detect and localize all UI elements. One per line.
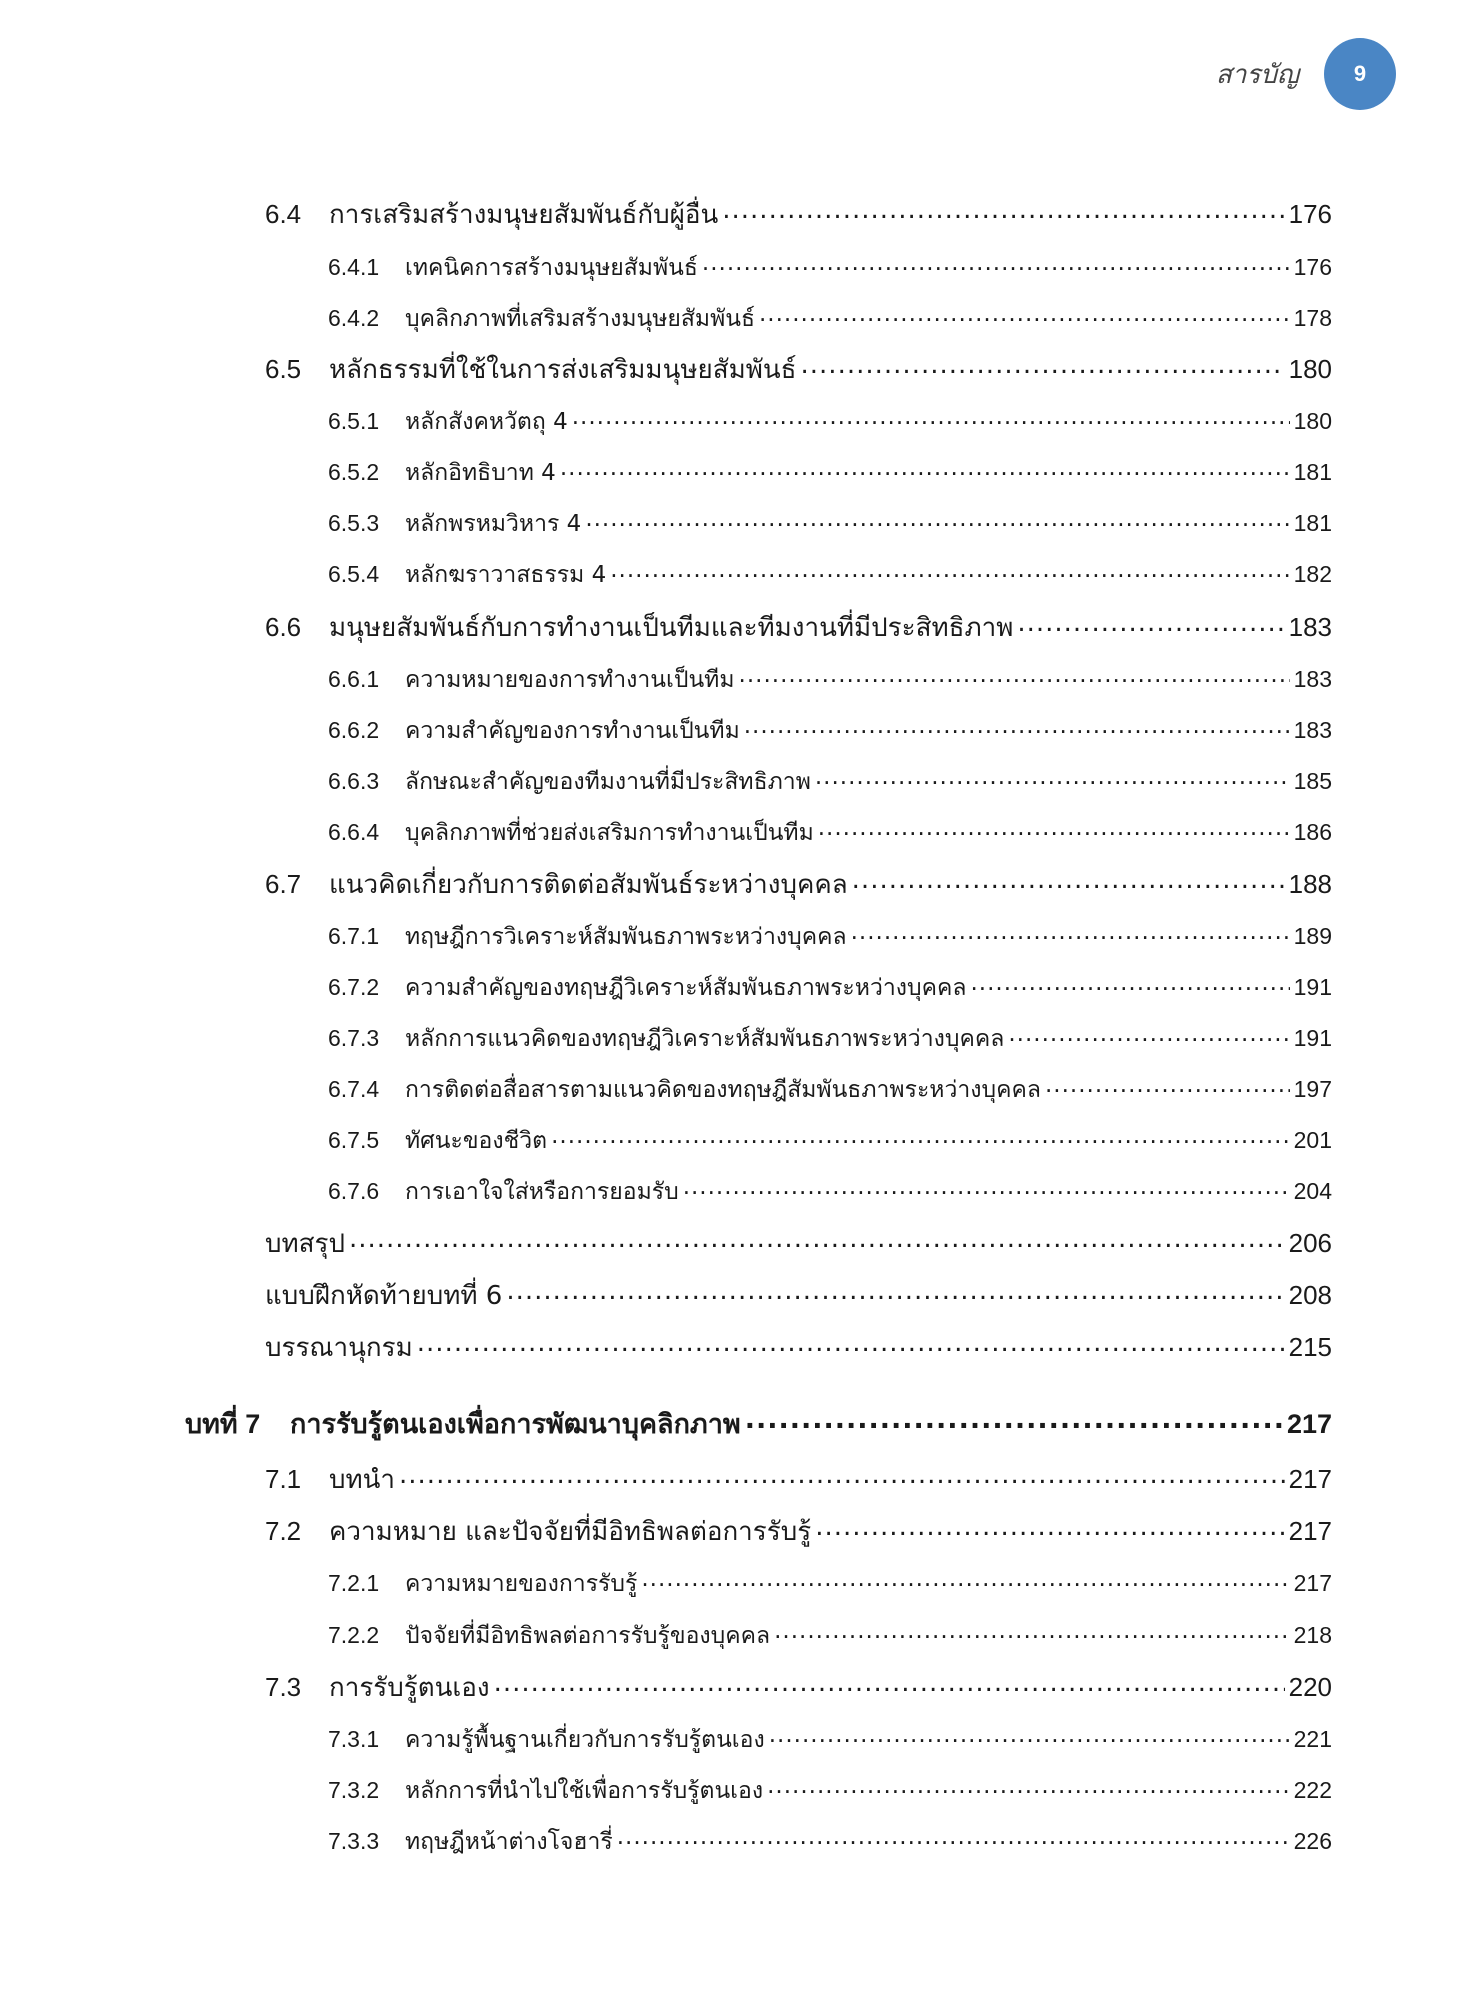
toc-entry-page: 197 xyxy=(1293,1076,1332,1102)
toc-entry-title: หลักธรรมที่ใช้ในการส่งเสริมมนุษยสัมพันธ์ xyxy=(329,355,797,385)
toc-entry-title: การเสริมสร้างมนุษยสัมพันธ์กับผู้อื่น xyxy=(329,200,719,230)
toc-entry-title: ทฤษฎีการวิเคราะห์สัมพันธภาพระหว่างบุคคล xyxy=(405,924,847,950)
toc-leader-dots xyxy=(585,508,1289,531)
toc-entry-number: 7.3.1 xyxy=(328,1726,380,1752)
toc-entry-page: 176 xyxy=(1288,199,1332,229)
toc-entry-number: 6.4.2 xyxy=(328,305,380,331)
toc-entry-number: 6.6.3 xyxy=(328,768,380,794)
toc-leader-dots xyxy=(572,406,1290,429)
toc-entry-title: บุคลิกภาพที่ช่วยส่งเสริมการทำงานเป็นทีม xyxy=(405,820,814,846)
running-header-label: สารบัญ xyxy=(1215,60,1299,90)
toc-entry-number: 6.6.2 xyxy=(328,717,380,743)
toc-entry-page: 217 xyxy=(1288,1516,1332,1546)
toc-entry-title: ความรู้พื้นฐานเกี่ยวกับการรับรู้ตนเอง xyxy=(405,1727,765,1753)
toc-entry-number: 6.7.5 xyxy=(328,1127,380,1153)
toc-entry-number: 6.7 xyxy=(265,869,302,899)
toc-leader-dots xyxy=(815,1514,1284,1540)
toc-entry xyxy=(265,352,1332,383)
toc-entry xyxy=(328,1568,1332,1596)
toc-entry xyxy=(265,1226,1332,1257)
toc-entry xyxy=(328,508,1332,536)
toc-entry xyxy=(265,867,1332,898)
toc-entry-title: ความหมายของการทำงานเป็นทีม xyxy=(405,667,735,693)
toc-entry-number: 6.7.2 xyxy=(328,974,380,1000)
page-number-badge: 9 xyxy=(1324,38,1396,110)
toc-entry-title: บทนำ xyxy=(329,1465,396,1495)
toc-entry-page: 217 xyxy=(1293,1570,1332,1596)
toc-entry-title: การติดต่อสื่อสารตามแนวคิดของทฤษฎีสัมพันธภาพระหว่างบุคคล xyxy=(405,1077,1041,1103)
toc-entry-number: 7.2.1 xyxy=(328,1570,380,1596)
toc-entry xyxy=(265,1670,1332,1701)
toc-entry-page: 218 xyxy=(1293,1622,1332,1648)
toc-entry xyxy=(328,1775,1332,1803)
toc-entry-title: ความหมายของการรับรู้ xyxy=(405,1571,638,1597)
toc-entry xyxy=(265,1330,1332,1361)
toc-entry-title: ลักษณะสำคัญของทีมงานที่มีประสิทธิภาพ xyxy=(405,769,811,795)
toc-leader-dots xyxy=(815,766,1290,789)
toc-entry-title: การเอาใจใส่หรือการยอมรับ xyxy=(405,1179,679,1205)
toc-entry-page: 191 xyxy=(1293,1025,1332,1051)
toc-entry-number: 6.7.1 xyxy=(328,923,380,949)
toc-leader-dots xyxy=(970,972,1289,995)
toc-leader-dots xyxy=(702,252,1290,275)
toc-entry-title: แนวคิดเกี่ยวกับการติดต่อสัมพันธ์ระหว่างบุคคล xyxy=(329,870,848,900)
toc-entry xyxy=(328,457,1332,485)
toc-entry-number: 6.6.4 xyxy=(328,819,380,845)
toc-entry-title: ความสำคัญของการทำงานเป็นทีม xyxy=(405,718,740,744)
toc-entry-number: 6.5.1 xyxy=(328,408,380,434)
toc-entry-title: มนุษยสัมพันธ์กับการทำงานเป็นทีมและทีมงานที่มีประสิทธิภาพ xyxy=(329,613,1014,643)
toc-entry xyxy=(328,1176,1332,1204)
toc-entry-title: ความสำคัญของทฤษฎีวิเคราะห์สัมพันธภาพระหว่างบุคคล xyxy=(405,975,967,1001)
toc-entry xyxy=(328,1724,1332,1752)
toc-entry-title: ทฤษฎีหน้าต่างโจฮารี่ xyxy=(405,1829,613,1855)
toc-leader-dots xyxy=(851,921,1290,944)
toc-entry-title: หลักการแนวคิดของทฤษฎีวิเคราะห์สัมพันธภาพระหว่างบุคคล xyxy=(405,1026,1005,1052)
toc-entry-page: 176 xyxy=(1293,254,1332,280)
toc-entry-title: บุคลิกภาพที่เสริมสร้างมนุษยสัมพันธ์ xyxy=(405,306,755,332)
toc-entry-number: 6.5.3 xyxy=(328,510,380,536)
toc-leader-dots xyxy=(722,197,1284,223)
toc-entry xyxy=(328,715,1332,743)
toc-entry-title: หลักอิทธิบาท 4 xyxy=(405,460,556,486)
toc-leader-dots xyxy=(399,1462,1285,1488)
toc-entry xyxy=(328,1826,1332,1854)
toc-entry-number: 6.4 xyxy=(265,199,302,229)
toc-entry-title: ปัจจัยที่มีอิทธิพลต่อการรับรู้ของบุคคล xyxy=(405,1623,771,1649)
toc-leader-dots xyxy=(759,303,1290,326)
toc-entry-page: 183 xyxy=(1293,717,1332,743)
toc-entry-number: 6.5.4 xyxy=(328,561,380,587)
toc-entry-page: 182 xyxy=(1293,561,1332,587)
toc-entry xyxy=(328,1125,1332,1153)
toc-entry xyxy=(265,1462,1332,1493)
toc-entry-title: หลักฆราวาสธรรม 4 xyxy=(405,562,607,588)
toc-entry xyxy=(265,1278,1332,1309)
toc-entry-title: บรรณานุกรม xyxy=(265,1333,413,1363)
toc-entry-number: 6.7.4 xyxy=(328,1076,380,1102)
toc-entry-page: 180 xyxy=(1288,354,1332,384)
toc-entry-page: 220 xyxy=(1288,1672,1332,1702)
toc-entry-number: 6.7.6 xyxy=(328,1178,380,1204)
toc-entry-page: 178 xyxy=(1293,305,1332,331)
toc-entry-page: 204 xyxy=(1293,1178,1332,1204)
toc-leader-dots xyxy=(801,352,1285,378)
toc-entry xyxy=(328,1620,1332,1648)
toc-entry-number: 7.3.3 xyxy=(328,1828,380,1854)
toc-entry xyxy=(265,197,1332,228)
toc-entry-number: 6.6.1 xyxy=(328,666,380,692)
toc-entry-title: การรับรู้ตนเอง xyxy=(329,1673,490,1703)
toc-leader-dots xyxy=(1045,1074,1290,1097)
toc-leader-dots xyxy=(852,867,1285,893)
toc-entry-number: 7.3 xyxy=(265,1672,302,1702)
toc-entry-page: 186 xyxy=(1293,819,1332,845)
toc-entry-page: 206 xyxy=(1288,1228,1332,1258)
toc-entry-page: 201 xyxy=(1293,1127,1332,1153)
toc-entry xyxy=(328,1023,1332,1051)
toc-entry-number: 6.4.1 xyxy=(328,254,380,280)
toc-leader-dots xyxy=(745,1406,1283,1433)
toc-entry xyxy=(328,972,1332,1000)
toc-entry-title: ความหมาย และปัจจัยที่มีอิทธิพลต่อการรับรู้ xyxy=(329,1517,812,1547)
toc-leader-dots xyxy=(744,715,1290,738)
toc-leader-dots xyxy=(769,1724,1290,1747)
toc-leader-dots xyxy=(417,1330,1285,1356)
toc-leader-dots xyxy=(610,559,1289,582)
toc-entry-number: 6.5.2 xyxy=(328,459,380,485)
toc-entry-number: 7.1 xyxy=(265,1464,302,1494)
toc-entry-page: 215 xyxy=(1288,1332,1332,1362)
toc-entry xyxy=(328,406,1332,434)
toc-entry-page: 181 xyxy=(1293,459,1332,485)
toc-leader-dots xyxy=(739,664,1290,687)
toc-leader-dots xyxy=(617,1826,1290,1849)
toc-chapter-number: บทที่ 7 xyxy=(185,1409,261,1439)
toc-entry-page: 180 xyxy=(1293,408,1332,434)
toc-entry-page: 208 xyxy=(1288,1280,1332,1310)
toc-entry-page: 189 xyxy=(1293,923,1332,949)
toc-leader-dots xyxy=(1008,1023,1289,1046)
toc-entry-title: เทคนิคการสร้างมนุษยสัมพันธ์ xyxy=(405,255,698,281)
toc-entry xyxy=(265,1514,1332,1545)
toc-entry-number: 7.2.2 xyxy=(328,1622,380,1648)
toc-entry-title: บทสรุป xyxy=(265,1229,345,1259)
toc-entry-title: แบบฝึกหัดท้ายบทที่ 6 xyxy=(265,1281,503,1311)
toc-entry xyxy=(328,559,1332,587)
toc-entry-page: 217 xyxy=(1288,1464,1332,1494)
toc-leader-dots xyxy=(560,457,1290,480)
toc-entry-number: 6.5 xyxy=(265,354,302,384)
toc-entry-title: หลักการที่นำไปใช้เพื่อการรับรู้ตนเอง xyxy=(405,1778,764,1804)
toc-entry-title: ทัศนะของชีวิต xyxy=(405,1128,548,1154)
toc-leader-dots xyxy=(506,1278,1284,1304)
toc-entry-page: 188 xyxy=(1288,869,1332,899)
toc-leader-dots xyxy=(551,1125,1290,1148)
toc-entry-number: 6.7.3 xyxy=(328,1025,380,1051)
toc-entry-number: 6.6 xyxy=(265,612,302,642)
toc-leader-dots xyxy=(641,1568,1289,1591)
toc-leader-dots xyxy=(818,817,1290,840)
toc-entry xyxy=(328,921,1332,949)
toc-chapter-title: การรับรู้ตนเองเพื่อการพัฒนาบุคลิกภาพ xyxy=(290,1409,741,1440)
toc-leader-dots xyxy=(1017,610,1284,636)
toc-chapter-entry xyxy=(185,1406,1332,1438)
toc-entry xyxy=(328,766,1332,794)
toc-entry-page: 221 xyxy=(1293,1726,1332,1752)
toc-entry xyxy=(328,664,1332,692)
toc-entry xyxy=(328,817,1332,845)
toc-entry-page: 226 xyxy=(1293,1828,1332,1854)
toc-entry-number: 7.2 xyxy=(265,1516,302,1546)
toc-entry xyxy=(328,1074,1332,1102)
toc-entry xyxy=(265,610,1332,641)
toc-entry-title: หลักพรหมวิหาร 4 xyxy=(405,511,582,537)
toc-leader-dots xyxy=(494,1670,1285,1696)
toc-entry-page: 191 xyxy=(1293,974,1332,1000)
toc-leader-dots xyxy=(683,1176,1290,1199)
toc-leader-dots xyxy=(774,1620,1290,1643)
toc-entry xyxy=(328,303,1332,331)
toc-entry-page: 185 xyxy=(1293,768,1332,794)
toc-leader-dots xyxy=(349,1226,1285,1252)
toc-entry-page: 181 xyxy=(1293,510,1332,536)
toc-entry-number: 7.3.2 xyxy=(328,1777,380,1803)
toc-entry-page: 222 xyxy=(1293,1777,1332,1803)
toc-entry xyxy=(328,252,1332,280)
toc-entry-title: หลักสังคหวัตถุ 4 xyxy=(405,409,568,435)
toc-entry-page: 217 xyxy=(1286,1409,1332,1439)
toc-leader-dots xyxy=(767,1775,1290,1798)
toc-entry-page: 183 xyxy=(1293,666,1332,692)
toc-entry-page: 183 xyxy=(1288,612,1332,642)
